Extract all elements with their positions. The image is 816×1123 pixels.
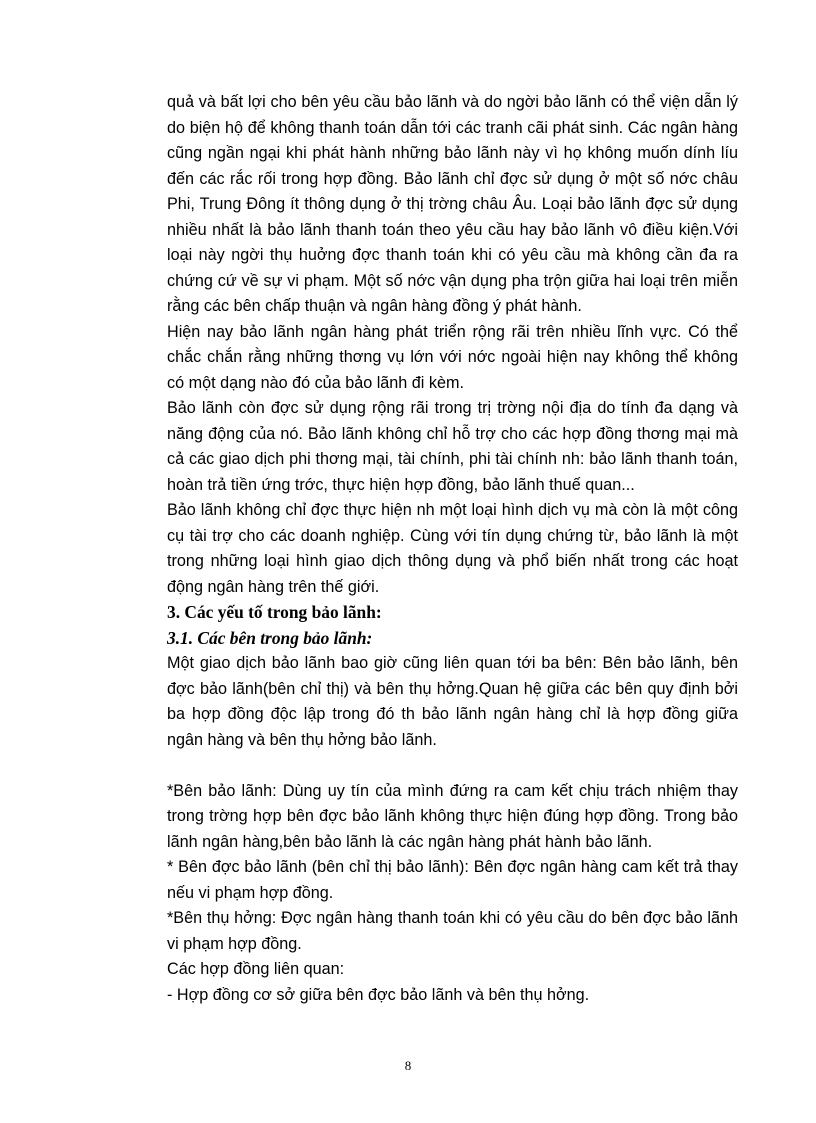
blank-line xyxy=(167,753,738,779)
party-beneficiary: *Bên thụ hởng: Đợc ngân hàng thanh toán khi có yêu cầu do bên đợc bảo lãnh vi phạm hợp đồng. xyxy=(167,909,738,953)
paragraph-advantages: quả và bất lợi cho bên yêu cầu bảo lãnh và do ngời bảo lãnh có thể viện dẫn lý do biện hộ để không thanh toán dẫn tới các tranh cãi phát sinh. Các ngân hàng cũng ngần ngại khi phát hành những bảo lãnh này vì họ không muốn dính líu đến các rắc rối trong hợp đồng. Bảo lãnh chỉ đợc sử dụng ở một số nớc châu Phi, Trung Đông ít thông dụng ở thị trờng châu Âu. Loại bảo lãnh đợc sử dụng nhiều nhất là bảo lãnh thanh toán theo yêu cầu hay bảo lãnh vô điều kiện.Với loại này ngời thụ huởng đợc thanh toán khi có yêu cầu mà không cần đa ra chứng cứ về sự vi phạm. Một số nớc vận dụng pha trộn giữa hai loại trên miễn rằng các bên chấp thuận và ngân hàng đồng ý phát hành. xyxy=(167,93,738,315)
contract-item: - Hợp đồng cơ sở giữa bên đợc bảo lãnh và bên thụ hởng. xyxy=(167,985,590,1004)
section-heading: 3. Các yếu tố trong bảo lãnh: xyxy=(167,602,382,622)
paragraph-financing-tool: Bảo lãnh không chỉ đợc thực hiện nh một loại hình dịch vụ mà còn là một công cụ tài trợ cho các doanh nghiệp. Cùng với tín dụng chứng từ, bảo lãnh là một trong những loại hình giao dịch thông dụng và phổ biến nhất trong các hoạt động ngân hàng trên thế giới. xyxy=(167,501,738,596)
paragraph-development: Hiện nay bảo lãnh ngân hàng phát triển rộng rãi trên nhiều lĩnh vực. Có thể chắc chắn rằng những thơng vụ lớn với nớc ngoài hiện nay không thể không có một dạng nào đó của bảo lãnh đi kèm. xyxy=(167,322,738,392)
paragraph-domestic-use: Bảo lãnh còn đợc sử dụng rộng rãi trong trị trờng nội địa do tính đa dạng và năng động của nó. Bảo lãnh không chỉ hỗ trợ cho các hợp đồng thơng mại mà cả các giao dịch phi thơng mại, tài chính, phi tài chính nh: bảo lãnh thanh toán, hoàn trả tiền ứng trớc, thực hiện hợp đồng, bảo lãnh thuế quan... xyxy=(167,399,738,494)
page-content xyxy=(167,90,738,1008)
paragraph-three-parties: Một giao dịch bảo lãnh bao giờ cũng liên quan tới ba bên: Bên bảo lãnh, bên đợc bảo lãnh(bên chỉ thị) và bên thụ hởng.Quan hệ giữa các bên quy định bởi ba hợp đồng độc lập trong đó th bảo lãnh ngân hàng chỉ là hợp đồng giữa ngân hàng và bên thụ hởng bảo lãnh. xyxy=(167,654,738,749)
subsection-heading: 3.1. Các bên trong bảo lãnh: xyxy=(167,627,373,648)
party-guarantor: *Bên bảo lãnh: Dùng uy tín của mình đứng ra cam kết chịu trách nhiệm thay trong trờng hợp bên đợc bảo lãnh không thực hiện đúng hợp đồng. Trong bảo lãnh ngân hàng,bên bảo lãnh là các ngân hàng phát hành bảo lãnh. xyxy=(167,781,738,851)
page-number: 8 xyxy=(404,1058,412,1073)
contracts-label: Các hợp đồng liên quan: xyxy=(167,960,345,978)
party-principal: * Bên đợc bảo lãnh (bên chỉ thị bảo lãnh): Bên đợc ngân hàng cam kết trả thay nếu vi phạm hợp đồng. xyxy=(167,858,738,902)
